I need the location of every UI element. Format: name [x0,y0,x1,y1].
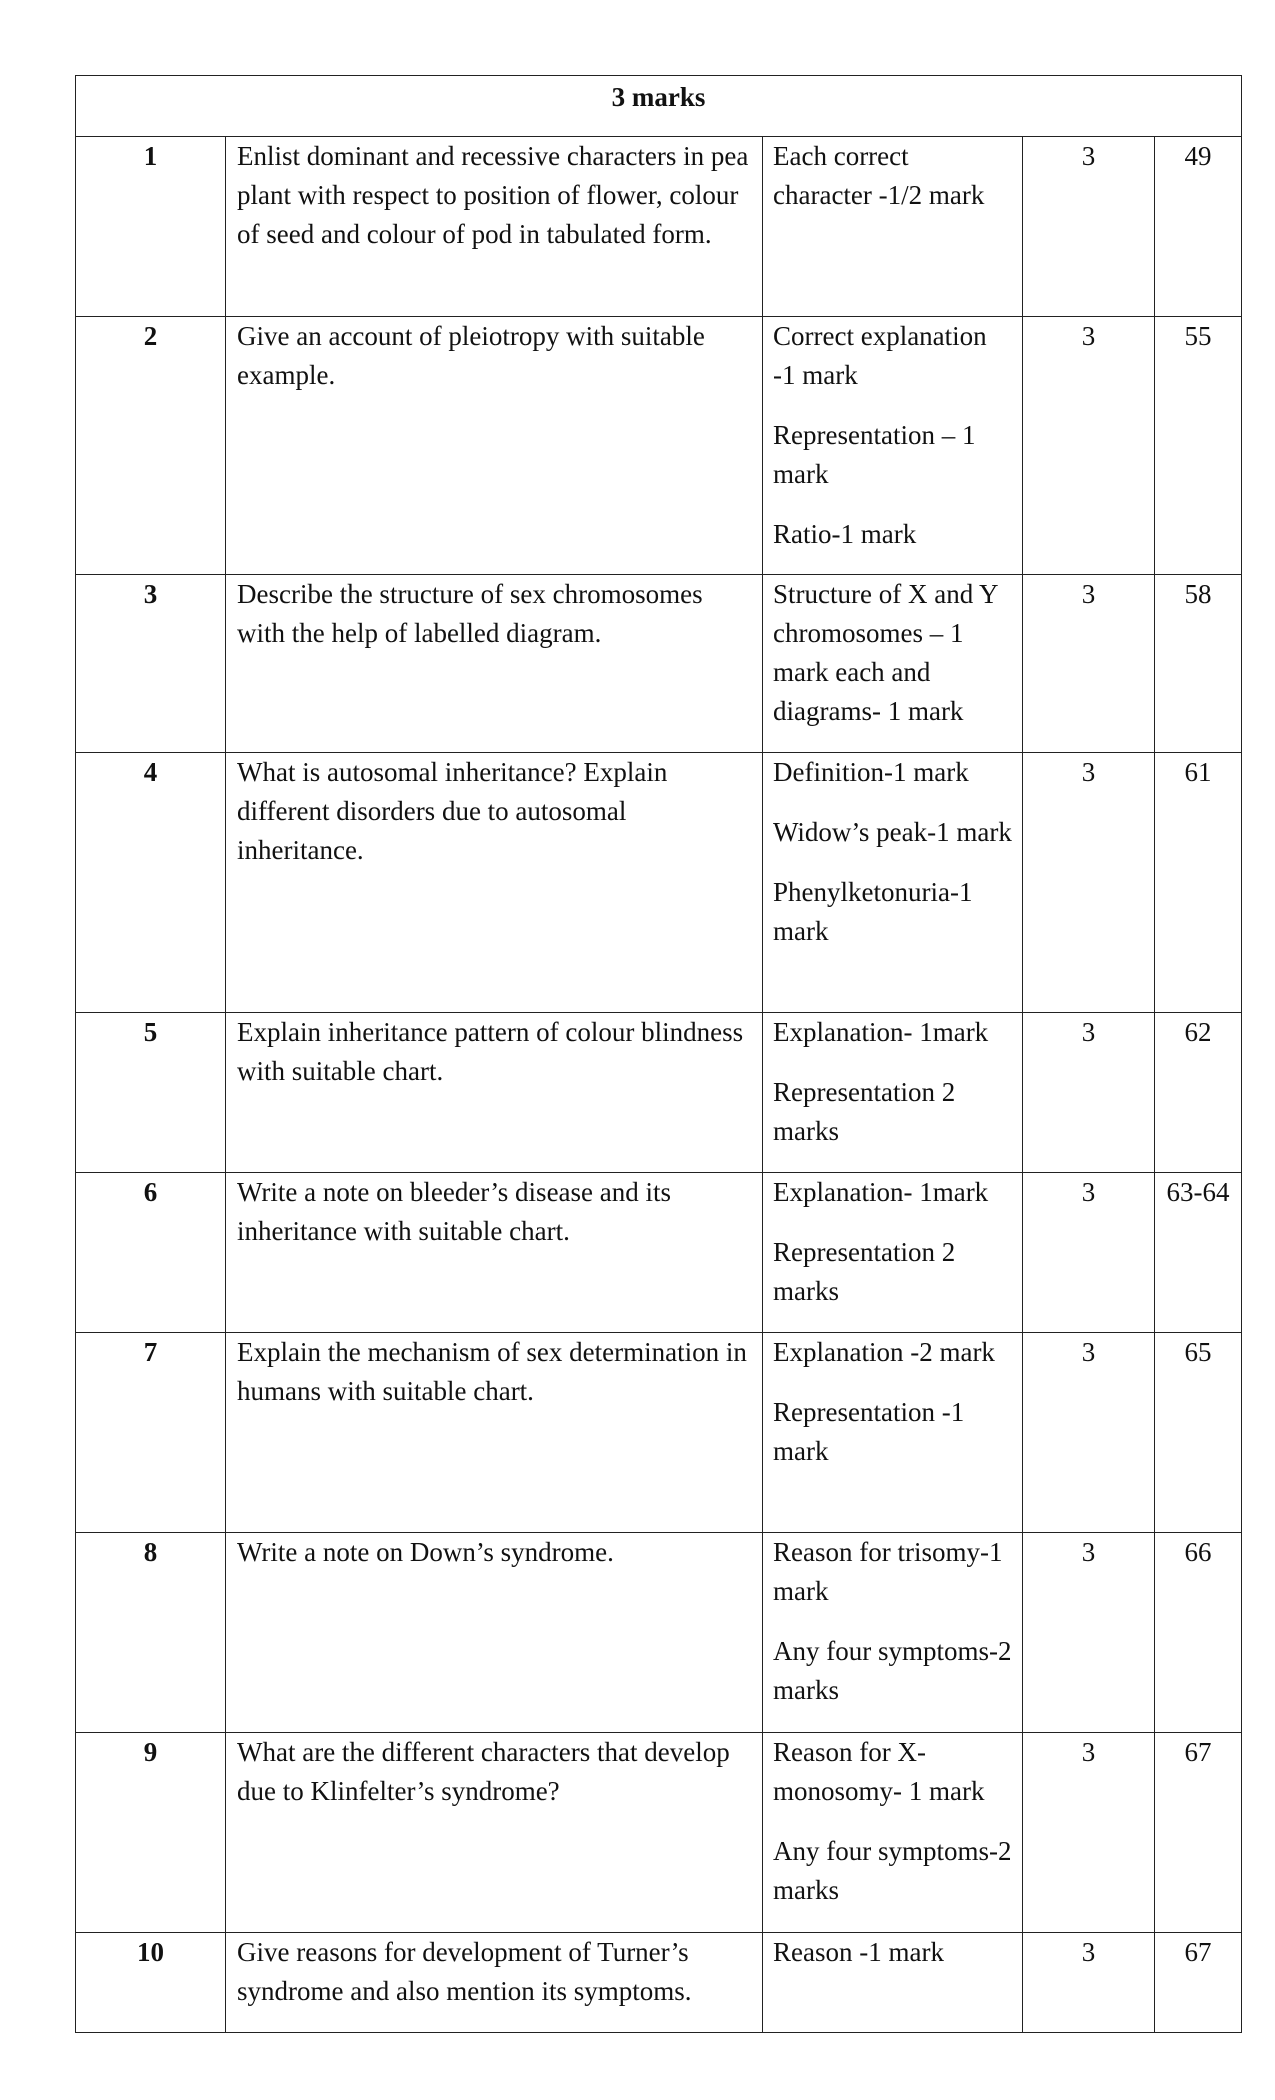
scheme-line: Explanation- 1mark [773,1017,989,1047]
marking-scheme-cell [763,1533,1023,1733]
question-number: 10 [76,1933,226,2033]
marks-value: 3 [1023,1173,1155,1333]
table-row [76,1333,1242,1533]
marks-value: 3 [1023,1013,1155,1173]
question-text: What is autosomal inheritance? Explain different disorders due to autosomal inheritance. [226,753,763,1013]
page-reference: 55 [1155,317,1242,575]
scheme-line: Any four symptoms-2 marks [773,1636,1012,1705]
scheme-line: Any four symptoms-2 marks [773,1836,1012,1905]
question-text: Enlist dominant and recessive characters in pea plant with respect to position of flower, colour of seed and colour of pod in tabulated form. [226,137,763,317]
page-reference: 61 [1155,753,1242,1013]
marking-scheme-cell [763,1173,1023,1333]
marking-scheme-cell [763,1933,1023,2033]
question-number: 4 [76,753,226,1013]
question-text: Write a note on bleeder’s disease and its inheritance with suitable chart. [226,1173,763,1333]
scheme-line: Widow’s peak-1 mark [773,817,1012,847]
scheme-line: Representation 2 marks [773,1077,956,1146]
page-reference: 67 [1155,1933,1242,2033]
marking-scheme-cell [763,1013,1023,1173]
question-text: Explain the mechanism of sex determination in humans with suitable chart. [226,1333,763,1533]
section-title: 3 marks [76,76,1242,137]
question-text: Explain inheritance pattern of colour blindness with suitable chart. [226,1013,763,1173]
question-number: 9 [76,1733,226,1933]
question-text: What are the different characters that develop due to Klinfelter’s syndrome? [226,1733,763,1933]
table-row [76,1533,1242,1733]
scheme-line: Ratio-1 mark [773,519,917,549]
marks-value: 3 [1023,1533,1155,1733]
question-text: Give reasons for development of Turner’s syndrome and also mention its symptoms. [226,1933,763,2033]
table-row [76,317,1242,575]
marking-scheme-table [75,75,1242,2033]
scheme-line: Representation – 1 mark [773,420,976,489]
page-reference: 65 [1155,1333,1242,1533]
marks-value: 3 [1023,1933,1155,2033]
marks-value: 3 [1023,753,1155,1013]
question-number: 2 [76,317,226,575]
table-row [76,1173,1242,1333]
page-reference: 63-64 [1155,1173,1242,1333]
marking-scheme-cell [763,317,1023,575]
question-number: 6 [76,1173,226,1333]
page-reference: 58 [1155,575,1242,753]
page-reference: 62 [1155,1013,1242,1173]
question-text: Write a note on Down’s syndrome. [226,1533,763,1733]
scheme-line: Reason for trisomy-1 mark [773,1537,1003,1606]
table-row [76,1933,1242,2033]
marks-value: 3 [1023,317,1155,575]
marks-value: 3 [1023,1733,1155,1933]
question-number: 8 [76,1533,226,1733]
scheme-line: Definition-1 mark [773,757,969,787]
marking-scheme-cell [763,575,1023,753]
scheme-line: Structure of X and Y chromosomes – 1 mark each and diagrams- 1 mark [773,579,998,726]
scheme-line: Representation 2 marks [773,1237,956,1306]
marking-scheme-cell [763,1333,1023,1533]
scheme-line: Correct explanation -1 mark [773,321,987,390]
page-reference: 67 [1155,1733,1242,1933]
table-row [76,1733,1242,1933]
scheme-line: Each correct character -1/2 mark [773,141,985,210]
question-number: 3 [76,575,226,753]
scheme-line: Representation -1 mark [773,1397,965,1466]
question-number: 1 [76,137,226,317]
scheme-line: Phenylketonuria-1 mark [773,877,973,946]
table-row [76,753,1242,1013]
table-row [76,137,1242,317]
scheme-line: Explanation -2 mark [773,1337,995,1367]
scheme-line: Reason -1 mark [773,1937,944,1967]
marking-scheme-cell [763,137,1023,317]
marks-value: 3 [1023,575,1155,753]
scheme-line: Explanation- 1mark [773,1177,989,1207]
section-header-row [76,76,1242,137]
table-row [76,575,1242,753]
marking-scheme-cell [763,753,1023,1013]
marks-value: 3 [1023,1333,1155,1533]
table-row [76,1013,1242,1173]
question-number: 7 [76,1333,226,1533]
page-reference: 49 [1155,137,1242,317]
scheme-line: Reason for X-monosomy- 1 mark [773,1737,985,1806]
marking-scheme-cell [763,1733,1023,1933]
question-text: Describe the structure of sex chromosomes with the help of labelled diagram. [226,575,763,753]
marks-value: 3 [1023,137,1155,317]
question-number: 5 [76,1013,226,1173]
question-text: Give an account of pleiotropy with suitable example. [226,317,763,575]
page-reference: 66 [1155,1533,1242,1733]
